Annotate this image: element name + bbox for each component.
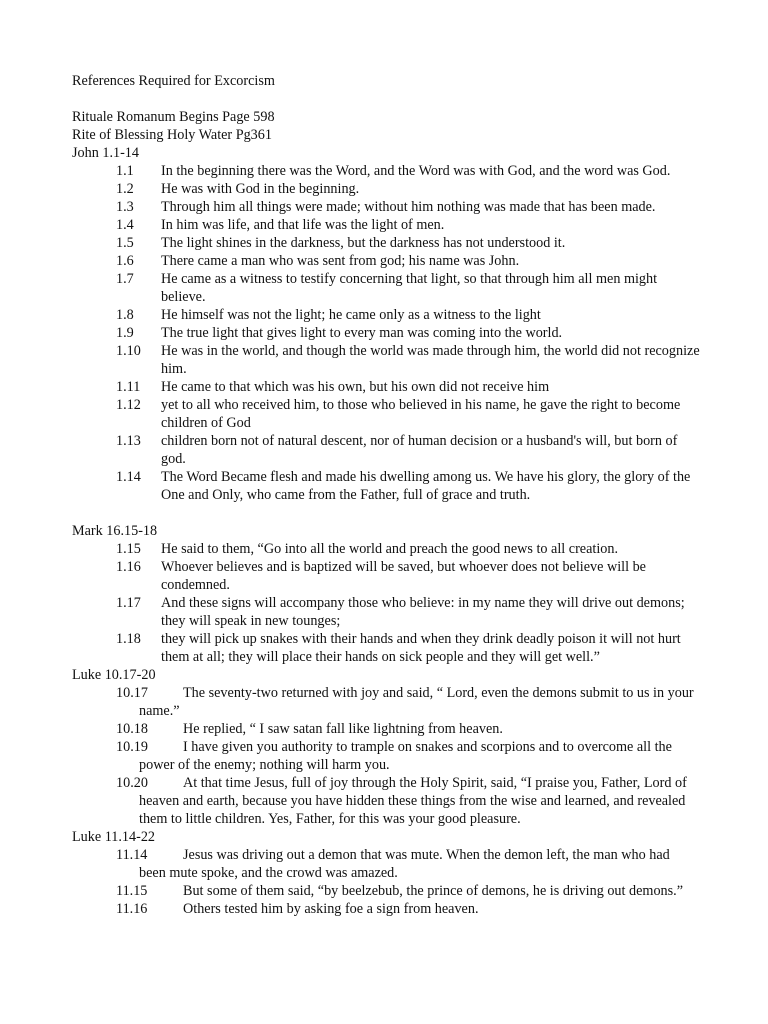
- verse-number: 1.12: [116, 397, 141, 413]
- verse-row: [72, 432, 712, 468]
- verse-row: [72, 198, 712, 216]
- verse-number: 11.15: [116, 883, 148, 899]
- verse-row: [72, 306, 712, 324]
- verse-text: The true light that gives light to every man was coming into the world.: [161, 325, 563, 341]
- verse-row: [72, 324, 712, 342]
- verse-text: I have given you authority to trample on snakes and scorpions and to overcome all the power of the enemy; nothing will harm you.: [139, 739, 672, 773]
- verse-text: At that time Jesus, full of joy through the Holy Spirit, said, “I praise you, Father, Lord of heaven and earth, because you have hidden these things from the wise and learned, and revealed them to little children. Yes, Father, for this was your good pleasure.: [139, 775, 687, 827]
- verse-list-luke-11: [72, 846, 712, 918]
- verse-row: [72, 558, 712, 594]
- verse-number: 1.4: [116, 217, 134, 233]
- verse-row: [72, 234, 712, 252]
- verse-number: 1.13: [116, 433, 141, 449]
- verse-text: Others tested him by asking foe a sign from heaven.: [183, 901, 479, 917]
- verse-number: 1.14: [116, 469, 141, 485]
- spacer: [72, 90, 712, 108]
- verse-text: He came as a witness to testify concerning that light, so that through him all men might believe.: [161, 271, 658, 305]
- verse-row: [72, 900, 712, 918]
- verse-text: children born not of natural descent, nor of human decision or a husband's will, but born of god.: [161, 433, 678, 467]
- verse-number: 10.20: [116, 775, 148, 791]
- verse-row: [72, 162, 712, 180]
- verse-text: He was with God in the beginning.: [161, 181, 360, 197]
- verse-text: He replied, “ I saw satan fall like lightning from heaven.: [183, 721, 503, 737]
- verse-number: 1.1: [116, 163, 134, 179]
- verse-number: 1.6: [116, 253, 134, 269]
- reference-rituale: Rituale Romanum Begins Page 598: [72, 109, 275, 125]
- reference-holy-water: Rite of Blessing Holy Water Pg361: [72, 127, 272, 143]
- verse-text: The seventy-two returned with joy and said, “ Lord, even the demons submit to us in your name.”: [139, 685, 694, 719]
- verse-text: But some of them said, “by beelzebub, the prince of demons, he is driving out demons.”: [183, 883, 683, 899]
- verse-row: [72, 468, 712, 504]
- verse-text: Through him all things were made; without him nothing was made that has been made.: [161, 199, 656, 215]
- spacer: [72, 504, 712, 522]
- verse-text: He came to that which was his own, but his own did not receive him: [161, 379, 550, 395]
- verse-row: [72, 774, 712, 828]
- verse-number: 1.3: [116, 199, 134, 215]
- verse-number: 1.9: [116, 325, 134, 341]
- verse-row: [72, 540, 712, 558]
- verse-number: 1.2: [116, 181, 134, 197]
- document-title: References Required for Excorcism: [72, 73, 275, 89]
- verse-text: And these signs will accompany those who believe: in my name they will drive out demons; they will speak in new tounges;: [161, 595, 685, 629]
- verse-number: 10.19: [116, 739, 148, 755]
- verse-number: 1.17: [116, 595, 141, 611]
- verse-number: 10.18: [116, 721, 148, 737]
- verse-text: Whoever believes and is baptized will be saved, but whoever does not believe will be condemned.: [161, 559, 646, 593]
- verse-list-john: [72, 162, 712, 504]
- verse-text: In him was life, and that life was the light of men.: [161, 217, 445, 233]
- verse-list-mark: [72, 540, 712, 666]
- verse-number: 1.10: [116, 343, 141, 359]
- verse-number: 1.7: [116, 271, 134, 287]
- verse-number: 1.8: [116, 307, 134, 323]
- verse-row: [72, 882, 712, 900]
- verse-number: 1.16: [116, 559, 141, 575]
- verse-number: 11.14: [116, 847, 148, 863]
- verse-row: [72, 846, 712, 882]
- verse-text: He himself was not the light; he came only as a witness to the light: [161, 307, 541, 323]
- verse-text: they will pick up snakes with their hands and when they drink deadly poison it will not hurt them at all; they will place their hands on sick people and they will get well.”: [161, 631, 681, 665]
- document-page: [72, 72, 712, 918]
- verse-row: [72, 720, 712, 738]
- verse-text: He was in the world, and though the world was made through him, the world did not recognize him.: [161, 343, 700, 377]
- verse-number: 10.17: [116, 685, 148, 701]
- verse-row: [72, 396, 712, 432]
- verse-row: [72, 270, 712, 306]
- verse-number: 1.18: [116, 631, 141, 647]
- verse-row: [72, 342, 712, 378]
- verse-row: [72, 378, 712, 396]
- verse-number: 11.16: [116, 901, 148, 917]
- verse-text: He said to them, “Go into all the world and preach the good news to all creation.: [161, 541, 619, 557]
- verse-row: [72, 180, 712, 198]
- verse-number: 1.15: [116, 541, 141, 557]
- verse-text: yet to all who received him, to those who believed in his name, he gave the right to become children of God: [161, 397, 681, 431]
- verse-text: The light shines in the darkness, but the darkness has not understood it.: [161, 235, 566, 251]
- verse-text: There came a man who was sent from god; his name was John.: [161, 253, 520, 269]
- section-heading-luke-11: Luke 11.14-22: [72, 829, 156, 845]
- verse-row: [72, 594, 712, 630]
- section-heading-mark: Mark 16.15-18: [72, 523, 158, 539]
- section-heading-john: John 1.1-14: [72, 145, 139, 161]
- verse-number: 1.11: [116, 379, 141, 395]
- verse-text: In the beginning there was the Word, and the Word was with God, and the word was God.: [161, 163, 671, 179]
- verse-number: 1.5: [116, 235, 134, 251]
- section-heading-luke-10: Luke 10.17-20: [72, 667, 156, 683]
- verse-row: [72, 252, 712, 270]
- verse-list-luke-10: [72, 684, 712, 828]
- verse-text: Jesus was driving out a demon that was mute. When the demon left, the man who had been mute spoke, and the crowd was amazed.: [139, 847, 670, 881]
- verse-row: [72, 630, 712, 666]
- verse-row: [72, 738, 712, 774]
- verse-text: The Word Became flesh and made his dwelling among us. We have his glory, the glory of the One and Only, who came from the Father, full of grace and truth.: [161, 469, 691, 503]
- verse-row: [72, 684, 712, 720]
- verse-row: [72, 216, 712, 234]
